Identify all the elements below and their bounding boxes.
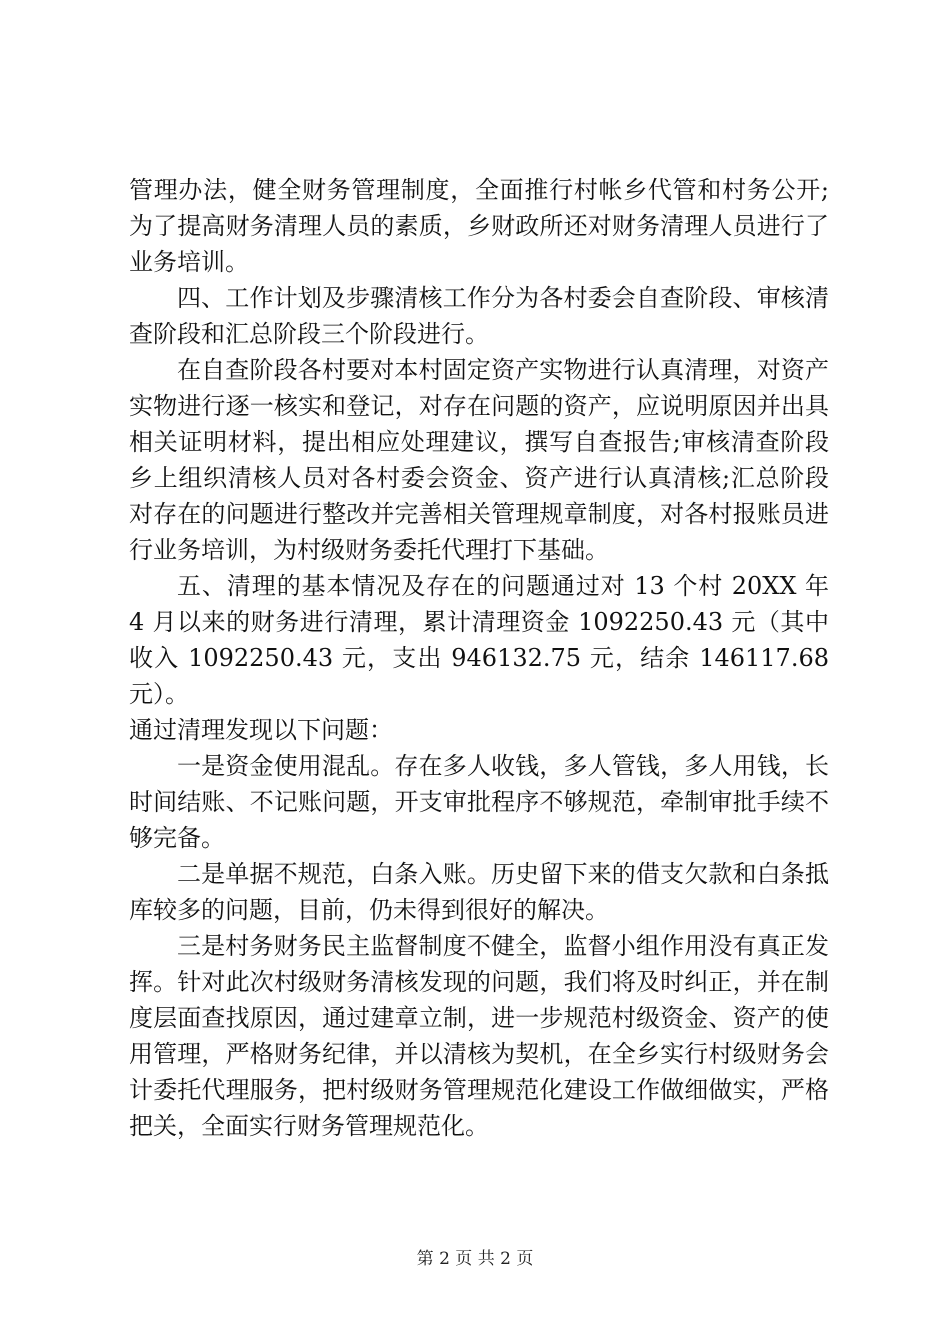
- paragraph-section-five: 五、清理的基本情况及存在的问题通过对 13 个村 20XX 年 4 月以来的财务进行清理，累计清理资金 1092250.43 元（其中收入 1092250.43 元，支出 946132.75 元，结余 146117.68 元）。: [129, 572, 829, 708]
- paragraph-continuation: 管理办法，健全财务管理制度，全面推行村帐乡代管和村务公开;为了提高财务清理人员的素质，乡财政所还对财务清理人员进行了业务培训。: [129, 176, 829, 276]
- paragraph-problem-two: 二是单据不规范，白条入账。历史留下来的借支欠款和白条抵库较多的问题，目前，仍未得到很好的解决。: [129, 860, 829, 924]
- paragraph-self-check-stage: 在自查阶段各村要对本村固定资产实物进行认真清理，对资产实物进行逐一核实和登记，对存在问题的资产，应说明原因并出具相关证明材料，提出相应处理建议，撰写自查报告;审核清查阶段乡上组织清核人员对各村委会资金、资产进行认真清核;汇总阶段对存在的问题进行整改并完善相关管理规章制度，对各村报账员进行业务培训，为村级财务委托代理打下基础。: [129, 356, 829, 564]
- document-body: [129, 172, 829, 1144]
- page-footer: 第 2 页 共 2 页: [416, 1249, 534, 1269]
- paragraph-problem-three: 三是村务财务民主监督制度不健全，监督小组作用没有真正发挥。针对此次村级财务清核发现的问题，我们将及时纠正，并在制度层面查找原因，通过建章立制，进一步规范村级资金、资产的使用管理，严格财务纪律，并以清核为契机，在全乡实行村级财务会计委托代理服务，把村级财务管理规范化建设工作做细做实，严格把关，全面实行财务管理规范化。: [129, 932, 829, 1140]
- paragraph-problems-intro: 通过清理发现以下问题：: [129, 716, 393, 744]
- paragraph-section-four: 四、工作计划及步骤清核工作分为各村委会自查阶段、审核清查阶段和汇总阶段三个阶段进行。: [129, 284, 829, 348]
- paragraph-problem-one: 一是资金使用混乱。存在多人收钱，多人管钱，多人用钱，长时间结账、不记账问题，开支审批程序不够规范，牵制审批手续不够完备。: [129, 752, 829, 852]
